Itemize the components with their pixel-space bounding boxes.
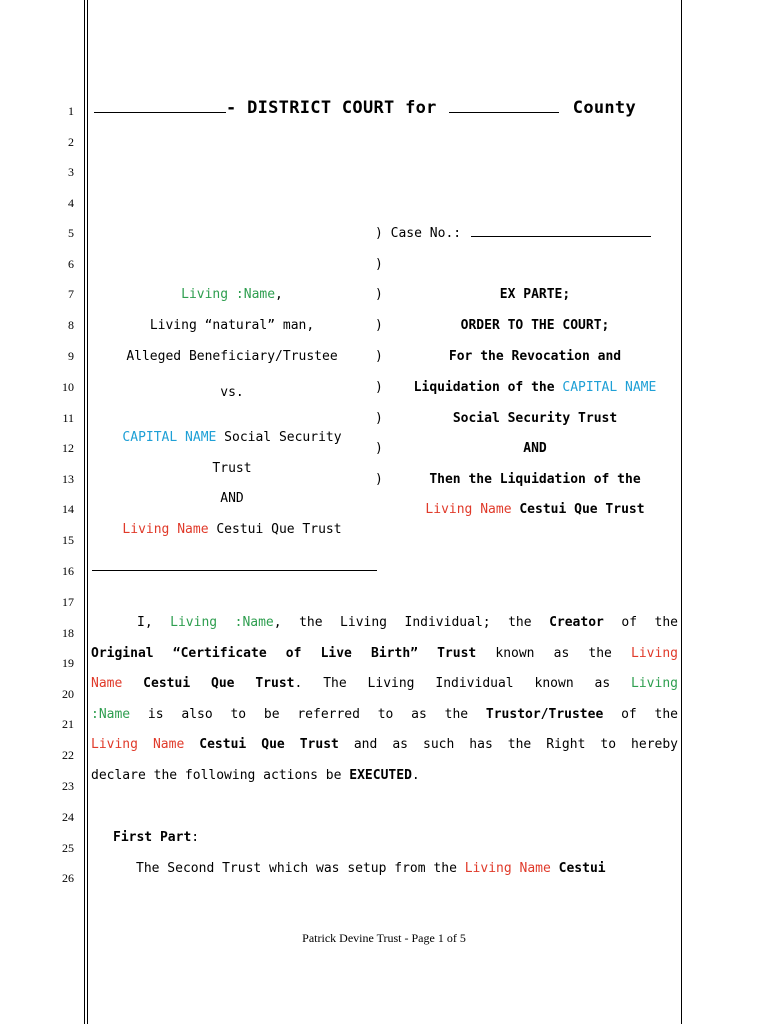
caption-trust: Trust (212, 461, 252, 476)
liquidation-title (392, 380, 678, 396)
text: and as such has the Right to hereby (338, 737, 679, 752)
text: declare the following actions be (91, 768, 350, 783)
cestui-text: Cestui Que Trust (208, 522, 342, 537)
caption-capital-name-line (92, 430, 372, 446)
text: . The Living Individual known as (294, 676, 632, 691)
body-line-1 (91, 615, 678, 631)
line-number: 2 (68, 135, 74, 149)
living-name-red-placeholder: Living (631, 646, 678, 661)
capital-name-placeholder: CAPITAL NAME (562, 380, 657, 395)
living-name-red-placeholder: Living Name (91, 737, 185, 752)
caption-alleged-beneficiary: Alleged Beneficiary/Trustee (126, 349, 338, 364)
caption-paren: ) (375, 411, 383, 426)
line-number: 16 (62, 564, 74, 578)
county-label: County (572, 98, 637, 118)
cestui-text: Cestui Que Trust (511, 502, 645, 517)
text: , the Living Individual; the (273, 615, 550, 630)
social-security-text: Social Security (216, 430, 342, 445)
caption-cestui-line (92, 522, 372, 538)
left-margin-rule-inner (87, 0, 88, 1024)
caption-separator (92, 570, 377, 571)
living-name-red-placeholder: Name (91, 676, 123, 691)
text: is also to be referred to as the (130, 707, 486, 722)
line-number: 12 (62, 441, 74, 455)
body-line-5 (91, 737, 678, 753)
text: The Second Trust which was setup from the (136, 861, 465, 876)
body-line-7 (136, 861, 606, 877)
district-court-label: - DISTRICT COURT for (226, 98, 437, 118)
line-number: 8 (68, 318, 74, 332)
line-number: 18 (62, 626, 74, 640)
original-certificate-term: Original “Certificate of Live Birth” Trust (91, 646, 477, 661)
text: known as the (476, 646, 632, 661)
text: . (411, 768, 420, 783)
court-heading (94, 98, 636, 118)
living-name-placeholder: Living (631, 676, 678, 691)
first-part-heading (113, 830, 199, 846)
line-number: 22 (62, 748, 74, 762)
body-line-4 (91, 707, 678, 723)
line-number: 9 (68, 349, 74, 363)
county-blank (449, 112, 559, 113)
caption-natural-man: Living “natural” man, (149, 318, 315, 333)
caption-party-name (92, 287, 372, 303)
then-liquidation-title: Then the Liquidation of the (429, 472, 641, 487)
line-number: 24 (62, 810, 74, 824)
district-blank (94, 112, 226, 113)
living-name-red-placeholder: Living Name (122, 522, 209, 537)
caption-paren: ) (375, 257, 383, 272)
line-number: 23 (62, 779, 74, 793)
line-number: 10 (62, 380, 74, 394)
caption-and: AND (220, 491, 244, 506)
executed-term: EXECUTED (349, 768, 412, 783)
revocation-title: For the Revocation and (448, 349, 622, 364)
living-name-red-placeholder: Living Name (425, 502, 512, 517)
line-number: 14 (62, 502, 74, 516)
line-number: 25 (62, 841, 74, 855)
cestui-term: Cestui (550, 861, 606, 876)
case-number (375, 226, 651, 242)
caption-paren: ) (375, 318, 383, 333)
ss-trust-title: Social Security Trust (452, 411, 618, 426)
line-number: 3 (68, 165, 74, 179)
text: of the (603, 615, 678, 630)
case-number-label: ) Case No.: (375, 226, 462, 241)
line-number: 17 (62, 595, 74, 609)
caption-paren: ) (375, 380, 383, 395)
comma: , (275, 287, 283, 302)
and-title: AND (523, 441, 547, 456)
body-line-6 (91, 768, 678, 784)
caption-paren: ) (375, 441, 383, 456)
line-number: 7 (68, 287, 74, 301)
capital-name-placeholder: CAPITAL NAME (122, 430, 217, 445)
creator-term: Creator (549, 615, 604, 630)
page-footer: Patrick Devine Trust - Page 1 of 5 (302, 931, 466, 945)
caption-paren: ) (375, 349, 383, 364)
line-number: 21 (62, 717, 74, 731)
line-number: 19 (62, 656, 74, 670)
line-number: 11 (62, 411, 74, 425)
living-name-red-placeholder: Living Name (464, 861, 551, 876)
trustor-term: Trustor/Trustee (485, 707, 604, 722)
ex-parte-title: EX PARTE; (499, 287, 571, 302)
case-number-blank (471, 236, 651, 237)
living-name-placeholder: Living :Name (181, 287, 276, 302)
line-number: 5 (68, 226, 74, 240)
first-part-label: First Part (113, 830, 192, 845)
line-number: 6 (68, 257, 74, 271)
liquidation-text: Liquidation of the (413, 380, 563, 395)
text: of the (603, 707, 679, 722)
body-line-3 (91, 676, 678, 692)
caption-paren: ) (375, 287, 383, 302)
text: I, (137, 615, 171, 630)
order-title: ORDER TO THE COURT; (460, 318, 610, 333)
line-number: 13 (62, 472, 74, 486)
line-number: 4 (68, 196, 74, 210)
living-name-placeholder: Living :Name (170, 615, 274, 630)
cestui-term: Cestui Que Trust (184, 737, 339, 752)
line-number: 1 (68, 104, 74, 118)
right-margin-rule (681, 0, 682, 1024)
caption-vs: vs. (220, 385, 244, 400)
cestui-title (392, 502, 678, 518)
caption-paren: ) (375, 472, 383, 487)
body-line-2 (91, 646, 678, 662)
line-number: 20 (62, 687, 74, 701)
cestui-term: Cestui Que Trust (122, 676, 295, 691)
colon: : (191, 830, 200, 845)
living-name-placeholder: :Name (91, 707, 131, 722)
line-number: 15 (62, 533, 74, 547)
line-number: 26 (62, 871, 74, 885)
left-margin-rule-outer (84, 0, 85, 1024)
